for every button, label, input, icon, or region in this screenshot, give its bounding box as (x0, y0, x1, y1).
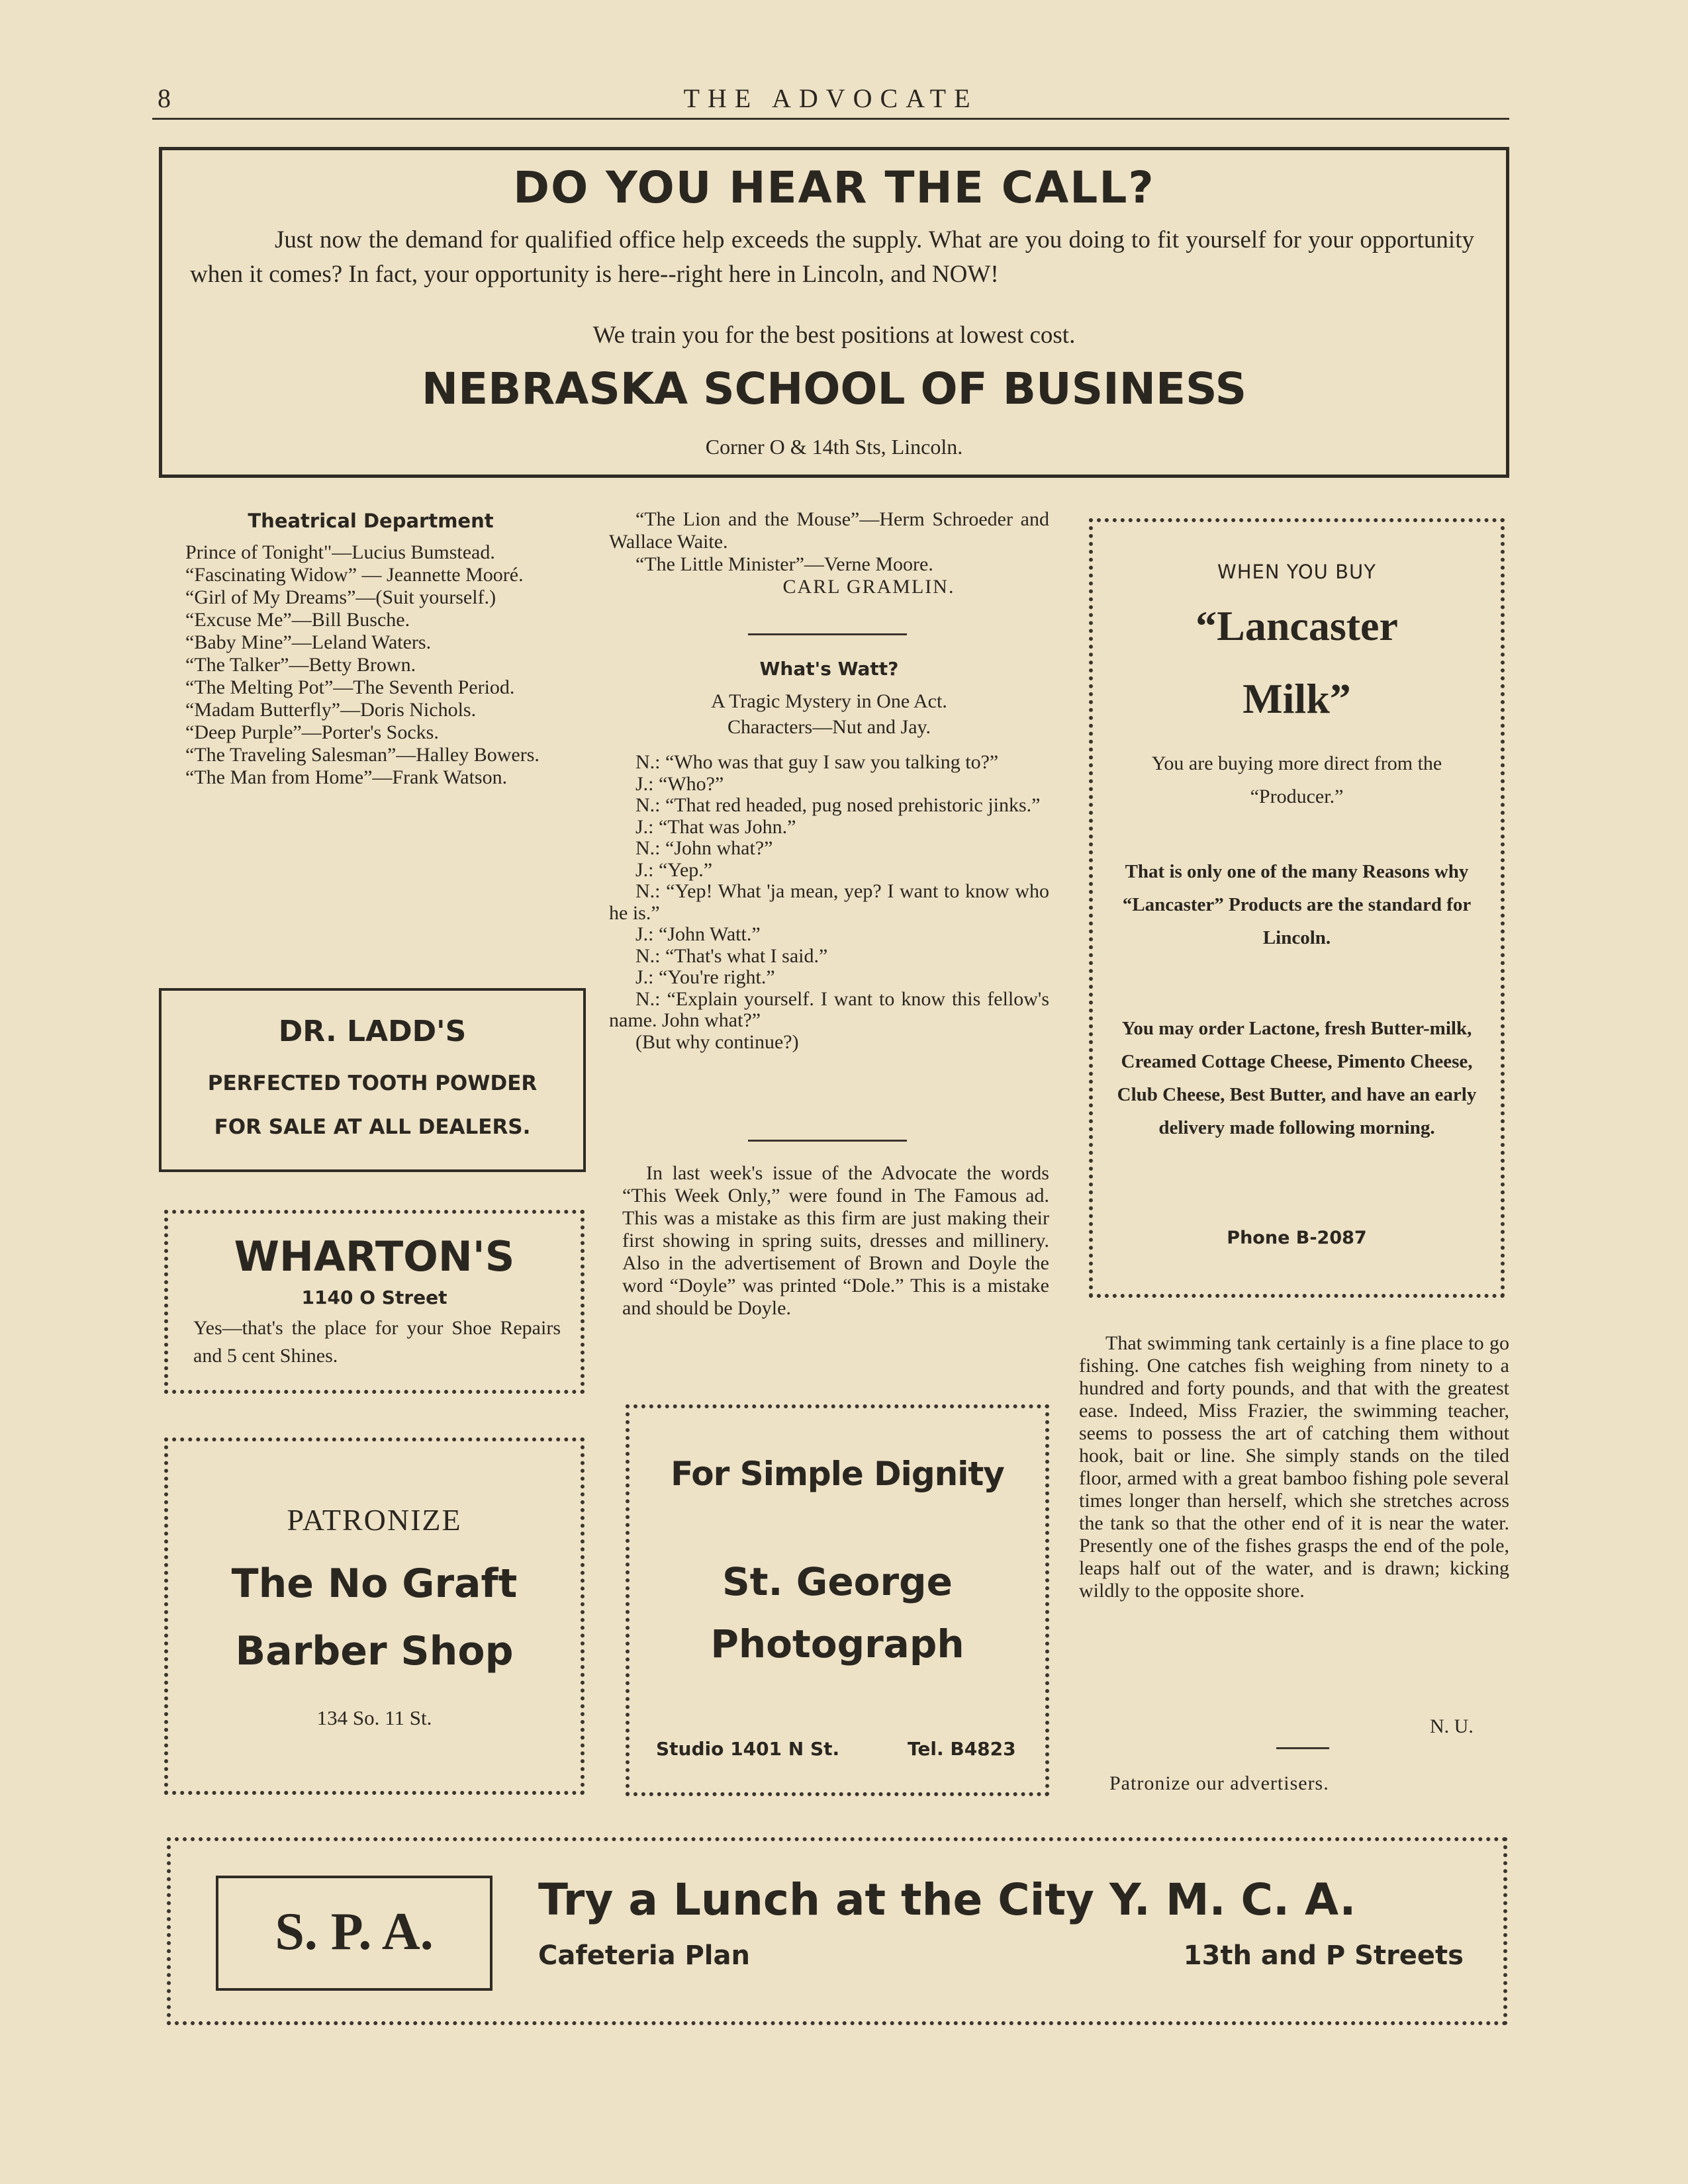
lancaster-p2: That is only one of the many Reasons why “Lancaster” Products are the standard for Lincoln. (1122, 861, 1472, 948)
dialogue-line: J.: “Who?” (635, 772, 724, 795)
dialogue-line: J.: “John Watt.” (635, 923, 761, 945)
theatrical-continued (609, 508, 1049, 598)
swimming-article: That swimming tank certainly is a fine place to go fishing. One catches fish weighing from ninety to a hundred and forty pounds, and that with the greatest ease. Indeed, Miss Frazier, the swimming teacher, seems to possess the art of catching them without hook, bait or line. She simply stands on the tiled floor, armed with a great bamboo fishing pole several times longer than herself, which she stretches across the tank so that the other end of it is near the water. Presently one of the fishes grasps the end of the pole, leaps half out of the water, and is drawn; kicking wildly to the opposite shore. (1079, 1332, 1509, 1602)
nograft-lead: PATRONIZE (287, 1503, 462, 1537)
lancaster-lead: WHEN YOU BUY (1217, 561, 1376, 583)
dialogue-line: J.: “You're right.” (635, 966, 775, 988)
watt-heading: What's Watt? (759, 658, 899, 680)
ad-address: Corner O & 14th Sts, Lincoln. (705, 435, 963, 459)
list-item: “Fascinating Widow” — Jeannette Mooré. (185, 564, 524, 586)
ladd-ad (159, 988, 586, 1172)
whartons-ad (164, 1210, 585, 1394)
nograft-ad (164, 1437, 585, 1795)
whartons-body: Yes—that's the place for your Shoe Repairs and 5 cent Shines. (193, 1317, 561, 1367)
ymca-ad (167, 1837, 1507, 2025)
dialogue-line: J.: “Yep.” (635, 858, 713, 881)
lancaster-name2: Milk” (1243, 675, 1351, 722)
dialogue-line: N.: “That red headed, pug nosed prehistoric jinks.” (635, 794, 1041, 816)
list-item: “The Talker”—Betty Brown. (185, 654, 416, 676)
list-item: “The Traveling Salesman”—Halley Bowers. (185, 744, 539, 766)
stgeorge-lead: For Simple Dignity (671, 1455, 1004, 1493)
lancaster-p1: You are buying more direct from the “Producer.” (1151, 752, 1442, 807)
ladd-line2: FOR SALE AT ALL DEALERS. (214, 1115, 531, 1139)
ad-headline: DO YOU HEAR THE CALL? (513, 162, 1155, 213)
list-item: “The Lion and the Mouse”—Herm Schroeder and Wallace Waite. (609, 508, 1049, 553)
dialogue-line: J.: “That was John.” (635, 815, 796, 838)
spa-box (216, 1876, 492, 1991)
correction-notice: In last week's issue of the Advocate the words “This Week Only,” were found in The Famous ad. This was a mistake as this firm are just making their first showing in spring suits, dresses and millinery. Also in the advertisement of Brown and Doyle the word “Doyle” was printed “Dole.” This is a mistake and should be Doyle. (622, 1162, 1049, 1319)
stgeorge-ad (626, 1404, 1049, 1796)
stgeorge-tel: Tel. B4823 (908, 1738, 1016, 1760)
theatrical-heading: Theatrical Department (248, 510, 494, 532)
theatrical-list (159, 541, 586, 789)
lancaster-name1: “Lancaster (1196, 602, 1398, 649)
dialogue-line: N.: “Who was that guy I saw you talking to?” (635, 751, 999, 773)
divider (748, 1140, 907, 1142)
business-school-ad (159, 147, 1509, 478)
page-number: 8 (158, 83, 171, 113)
theatrical-signature: CARL GRAMLIN. (782, 576, 955, 598)
ladd-line1: PERFECTED TOOTH POWDER (207, 1071, 538, 1095)
divider (748, 633, 907, 635)
ad-school-name: NEBRASKA SCHOOL OF BUSINESS (421, 363, 1247, 414)
stgeorge-line1: St. George (722, 1559, 953, 1604)
list-item: Prince of Tonight"—Lucius Bumstead. (185, 541, 495, 563)
whartons-address: 1140 O Street (301, 1287, 447, 1308)
dialogue-line: (But why continue?) (635, 1030, 799, 1053)
ymca-address: 13th and P Streets (1183, 1940, 1464, 1971)
dialogue-line: N.: “Yep! What 'ja mean, yep? I want to know who he is.” (609, 880, 1049, 924)
list-item: “Excuse Me”—Bill Busche. (185, 609, 410, 631)
stgeorge-line2: Photograph (710, 1621, 964, 1666)
ymca-headline: Try a Lunch at the City Y. M. C. A. (538, 1874, 1356, 1925)
nograft-line2: Barber Shop (235, 1628, 514, 1674)
watt-dialogue (609, 752, 1049, 1053)
divider (1276, 1747, 1329, 1749)
lancaster-phone: Phone B-2087 (1227, 1228, 1367, 1248)
ymca-cafeteria: Cafeteria Plan (538, 1940, 750, 1971)
patronize-note: Patronize our advertisers. (1109, 1772, 1329, 1794)
dialogue-line: N.: “John what?” (635, 837, 773, 859)
list-item: “The Man from Home”—Frank Watson. (185, 766, 508, 788)
ladd-name: DR. LADD'S (278, 1015, 467, 1048)
whartons-name: WHARTON'S (234, 1232, 515, 1281)
list-item: “Deep Purple”—Porter's Socks. (185, 721, 439, 743)
nograft-address: 134 So. 11 St. (316, 1706, 432, 1729)
page-header (152, 83, 1509, 116)
lancaster-p3: You may order Lactone, fresh Butter-milk, Creamed Cottage Cheese, Pimento Cheese, Club Cheese, Best Butter, and have an early delivery made following morning. (1117, 1018, 1477, 1138)
ad-body: Just now the demand for qualified office help exceeds the supply. What are you doing to fit yourself for your opportunity when it comes? In fact, your opportunity is here--right here in Lincoln, and NOW! (190, 226, 1474, 288)
lancaster-ad (1089, 518, 1505, 1298)
dialogue-line: N.: “Explain yourself. I want to know this fellow's name. John what?” (609, 987, 1049, 1031)
list-item: “Girl of My Dreams”—(Suit yourself.) (185, 586, 496, 608)
watt-subtitle: A Tragic Mystery in One Act. (711, 690, 947, 712)
ad-tagline: We train you for the best positions at lowest cost. (592, 322, 1076, 349)
header-rule (152, 118, 1509, 120)
list-item: “The Little Minister”—Verne Moore. (635, 553, 933, 575)
masthead-title: THE ADVOCATE (683, 83, 978, 113)
list-item: “The Melting Pot”—The Seventh Period. (185, 676, 515, 698)
stgeorge-studio: Studio 1401 N St. (656, 1738, 840, 1760)
nograft-line1: The No Graft (231, 1561, 518, 1607)
dialogue-line: N.: “That's what I said.” (635, 944, 828, 967)
list-item: “Baby Mine”—Leland Waters. (185, 631, 432, 653)
swimming-signature: N. U. (1430, 1715, 1474, 1737)
list-item: “Madam Butterfly”—Doris Nichols. (185, 699, 477, 721)
watt-characters: Characters—Nut and Jay. (727, 716, 931, 738)
spa-label: S. P. A. (275, 1903, 434, 1961)
